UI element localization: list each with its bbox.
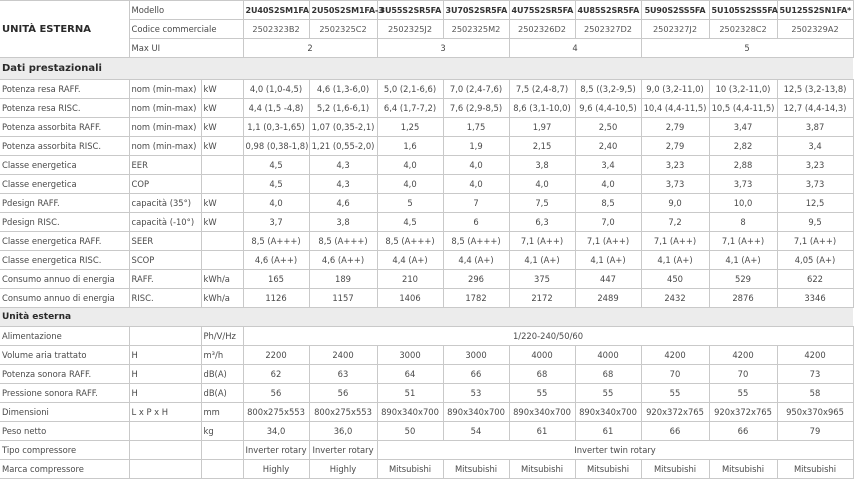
row-sub xyxy=(129,422,201,441)
row-label: Consumo annuo di energia xyxy=(0,289,129,308)
cell-value: 56 xyxy=(243,384,309,403)
cell-value: 4000 xyxy=(575,346,641,365)
compressor-brand: Mitsubishi xyxy=(575,460,641,479)
cell-value: 4200 xyxy=(641,346,709,365)
maxui-value: 5 xyxy=(641,39,853,58)
row-unit xyxy=(201,441,243,460)
commercial-code: 2502325C2 xyxy=(309,20,377,39)
cell-value: 50 xyxy=(377,422,443,441)
commercial-code: 2502329A2 xyxy=(777,20,853,39)
compressor-brand: Mitsubishi xyxy=(443,460,509,479)
cell-value: 68 xyxy=(575,365,641,384)
compressor-brand: Mitsubishi xyxy=(641,460,709,479)
cell-value: 3346 xyxy=(777,289,853,308)
cell-value: 8,6 (3,1-10,0) xyxy=(509,99,575,118)
cell-value: 55 xyxy=(575,384,641,403)
cell-value: 210 xyxy=(377,270,443,289)
cell-value: 58 xyxy=(777,384,853,403)
section-title-unit: Unità esterna xyxy=(0,308,853,327)
compressor-brand: Highly xyxy=(309,460,377,479)
row-label: Potenza resa RAFF. xyxy=(0,80,129,99)
model-name: 3U55S2SR5FA xyxy=(377,1,443,20)
row-label: Classe energetica xyxy=(0,175,129,194)
cell-value: 63 xyxy=(309,365,377,384)
cell-value: 950x370x965 xyxy=(777,403,853,422)
cell-value: 7,1 (A++) xyxy=(641,232,709,251)
row-unit: mm xyxy=(201,403,243,422)
row-sub: nom (min-max) xyxy=(129,118,201,137)
row-unit: kg xyxy=(201,422,243,441)
row-unit: kW xyxy=(201,99,243,118)
cell-value: 5 xyxy=(377,194,443,213)
cell-value: 70 xyxy=(709,365,777,384)
cell-value: 4000 xyxy=(509,346,575,365)
cell-value: 622 xyxy=(777,270,853,289)
row-label: Alimentazione xyxy=(0,327,129,346)
row-unit xyxy=(201,251,243,270)
table-row xyxy=(0,422,853,441)
row-sub: capacità (35°) xyxy=(129,194,201,213)
row-sub: L x P x H xyxy=(129,403,201,422)
cell-value: 920x372x765 xyxy=(709,403,777,422)
cell-value: 7,6 (2,9-8,5) xyxy=(443,99,509,118)
cell-value: 7,5 xyxy=(509,194,575,213)
cell-value: 3,4 xyxy=(777,137,853,156)
table-row xyxy=(0,365,853,384)
cell-value: 4,3 xyxy=(309,156,377,175)
table-row xyxy=(0,346,853,365)
cell-value: 4,5 xyxy=(243,156,309,175)
row-unit: Ph/V/Hz xyxy=(201,327,243,346)
row-label: Tipo compressore xyxy=(0,441,129,460)
cell-value: 54 xyxy=(443,422,509,441)
row-sub: H xyxy=(129,365,201,384)
cell-value: 55 xyxy=(641,384,709,403)
table-row xyxy=(0,99,853,118)
cell-value: 4,0 xyxy=(509,175,575,194)
cell-value: 890x340x700 xyxy=(575,403,641,422)
table-row xyxy=(0,156,853,175)
cell-value: 4,0 xyxy=(443,156,509,175)
table-row-compressore xyxy=(0,441,853,460)
cell-value: 4,0 (1,0-4,5) xyxy=(243,80,309,99)
cell-value: 1,97 xyxy=(509,118,575,137)
cell-value: 4,3 xyxy=(309,175,377,194)
section-title-performance: Dati prestazionali xyxy=(0,58,853,80)
row-label: Consumo annuo di energia xyxy=(0,270,129,289)
model-name: 5U90S2SS5FA xyxy=(641,1,709,20)
cell-value: 4,0 xyxy=(575,175,641,194)
table-row xyxy=(0,289,853,308)
compressor-brand: Mitsubishi xyxy=(777,460,853,479)
cell-value: 2172 xyxy=(509,289,575,308)
modello-label: Modello xyxy=(129,1,243,20)
cell-value: 6,3 xyxy=(509,213,575,232)
row-label: Potenza resa RISC. xyxy=(0,99,129,118)
cell-value: 36,0 xyxy=(309,422,377,441)
row-unit xyxy=(201,460,243,479)
row-unit xyxy=(201,232,243,251)
row-label: Dimensioni xyxy=(0,403,129,422)
maxui-label: Max UI xyxy=(129,39,243,58)
commercial-code: 2502327D2 xyxy=(575,20,641,39)
cell-value: 1,07 (0,35-2,1) xyxy=(309,118,377,137)
cell-value: 4,0 xyxy=(377,156,443,175)
cell-value: 4,6 (A++) xyxy=(309,251,377,270)
compressor-brand: Mitsubishi xyxy=(377,460,443,479)
row-label: Classe energetica RAFF. xyxy=(0,232,129,251)
cell-value: 5,0 (2,1-6,6) xyxy=(377,80,443,99)
row-unit: kW xyxy=(201,118,243,137)
cell-value: 4,5 xyxy=(377,213,443,232)
row-unit: dB(A) xyxy=(201,384,243,403)
cell-value: 4,1 (A+) xyxy=(575,251,641,270)
cell-value: 8,5 (A+++) xyxy=(309,232,377,251)
cell-value: 4,6 (A++) xyxy=(243,251,309,270)
cell-value: 8,5 xyxy=(575,194,641,213)
row-sub: nom (min-max) xyxy=(129,99,201,118)
cell-value: 1,1 (0,3-1,65) xyxy=(243,118,309,137)
compressor-brand: Mitsubishi xyxy=(709,460,777,479)
row-unit: kW xyxy=(201,137,243,156)
codice-label: Codice commerciale xyxy=(129,20,243,39)
cell-value: 12,5 xyxy=(777,194,853,213)
cell-value: 4,0 xyxy=(243,194,309,213)
cell-value: 9,0 xyxy=(641,194,709,213)
model-name: 4U85S2SR5FA xyxy=(575,1,641,20)
cell-value: 61 xyxy=(509,422,575,441)
commercial-code: 2502327J2 xyxy=(641,20,709,39)
cell-value: 10,4 (4,4-11,5) xyxy=(641,99,709,118)
row-sub: capacità (-10°) xyxy=(129,213,201,232)
cell-value: 6 xyxy=(443,213,509,232)
cell-value: 9,6 (4,4-10,5) xyxy=(575,99,641,118)
cell-value: 2200 xyxy=(243,346,309,365)
row-sub xyxy=(129,327,201,346)
cell-value: 1,25 xyxy=(377,118,443,137)
compressor-type: Inverter twin rotary xyxy=(377,441,853,460)
cell-value: 4,4 (1,5 -4,8) xyxy=(243,99,309,118)
cell-value: 5,2 (1,6-6,1) xyxy=(309,99,377,118)
row-label: Classe energetica xyxy=(0,156,129,175)
table-row xyxy=(0,194,853,213)
row-sub: RAFF. xyxy=(129,270,201,289)
row-sub: EER xyxy=(129,156,201,175)
cell-value: 4,1 (A+) xyxy=(641,251,709,270)
compressor-brand: Mitsubishi xyxy=(509,460,575,479)
cell-value: 3,87 xyxy=(777,118,853,137)
cell-value: 62 xyxy=(243,365,309,384)
table-row xyxy=(0,384,853,403)
commercial-code: 2502328C2 xyxy=(709,20,777,39)
cell-value: 8,5 (A+++) xyxy=(243,232,309,251)
cell-value: 165 xyxy=(243,270,309,289)
cell-value: 4,4 (A+) xyxy=(377,251,443,270)
row-label: Volume aria trattato xyxy=(0,346,129,365)
cell-value: 12,7 (4,4-14,3) xyxy=(777,99,853,118)
row-unit: m³/h xyxy=(201,346,243,365)
cell-value: 1,6 xyxy=(377,137,443,156)
table-row xyxy=(0,137,853,156)
cell-value: 3,47 xyxy=(709,118,777,137)
cell-value: 4,6 xyxy=(309,194,377,213)
cell-value: 51 xyxy=(377,384,443,403)
unit-title: UNITÀ ESTERNA xyxy=(0,1,129,58)
cell-value: 4200 xyxy=(709,346,777,365)
row-label: Potenza assorbita RAFF. xyxy=(0,118,129,137)
cell-value: 7,1 (A++) xyxy=(509,232,575,251)
table-row xyxy=(0,251,853,270)
cell-value: 2489 xyxy=(575,289,641,308)
model-name: 2U40S2SM1FA xyxy=(243,1,309,20)
cell-value: 7,0 xyxy=(575,213,641,232)
cell-value: 66 xyxy=(443,365,509,384)
marca-rows xyxy=(0,460,853,479)
cell-value: 2,15 xyxy=(509,137,575,156)
cell-value: 296 xyxy=(443,270,509,289)
cell-value: 450 xyxy=(641,270,709,289)
cell-value: 375 xyxy=(509,270,575,289)
table-row xyxy=(0,118,853,137)
row-sub: H xyxy=(129,346,201,365)
cell-value: 2432 xyxy=(641,289,709,308)
model-name: 2U50S2SM1FA-3 xyxy=(309,1,377,20)
cell-value: 1,75 xyxy=(443,118,509,137)
cell-value: 2400 xyxy=(309,346,377,365)
cell-value: 1157 xyxy=(309,289,377,308)
cell-value: 66 xyxy=(641,422,709,441)
cell-value: 1,21 (0,55-2,0) xyxy=(309,137,377,156)
cell-value: 10,5 (4,4-11,5) xyxy=(709,99,777,118)
cell-value: 7,5 (2,4-8,7) xyxy=(509,80,575,99)
cell-value: 529 xyxy=(709,270,777,289)
cell-value: 8,5 ((3,2-9,5) xyxy=(575,80,641,99)
row-unit xyxy=(201,156,243,175)
cell-value: 890x340x700 xyxy=(509,403,575,422)
cell-value: 7,2 xyxy=(641,213,709,232)
cell-value: 55 xyxy=(709,384,777,403)
cell-value: 890x340x700 xyxy=(377,403,443,422)
cell-value: 4200 xyxy=(777,346,853,365)
row-sub: RISC. xyxy=(129,289,201,308)
unit-rows xyxy=(0,346,853,441)
cell-value: 3000 xyxy=(443,346,509,365)
row-unit: dB(A) xyxy=(201,365,243,384)
row-unit: kW xyxy=(201,80,243,99)
cell-value: 7,1 (A++) xyxy=(777,232,853,251)
cell-value: 7,1 (A++) xyxy=(709,232,777,251)
table-row-marca xyxy=(0,460,853,479)
cell-value: 3,23 xyxy=(641,156,709,175)
cell-value: 3000 xyxy=(377,346,443,365)
row-label: Peso netto xyxy=(0,422,129,441)
cell-value: 3,73 xyxy=(641,175,709,194)
cell-value: 800x275x553 xyxy=(309,403,377,422)
cell-value: 4,05 (A+) xyxy=(777,251,853,270)
row-sub: COP xyxy=(129,175,201,194)
cell-value: 7,0 (2,4-7,6) xyxy=(443,80,509,99)
unit-section xyxy=(0,308,853,346)
cell-value: 61 xyxy=(575,422,641,441)
compressor-type: Inverter rotary xyxy=(309,441,377,460)
cell-value: 2,82 xyxy=(709,137,777,156)
header-row-model xyxy=(0,1,853,20)
table-row xyxy=(0,175,853,194)
cell-value: 3,8 xyxy=(509,156,575,175)
section-unit xyxy=(0,308,853,327)
cell-value: 55 xyxy=(509,384,575,403)
compressor-brand: Highly xyxy=(243,460,309,479)
cell-value: 1,9 xyxy=(443,137,509,156)
commercial-code: 2502326D2 xyxy=(509,20,575,39)
cell-value: 2,40 xyxy=(575,137,641,156)
cell-value: 10 (3,2-11,0) xyxy=(709,80,777,99)
cell-value: 4,1 (A+) xyxy=(509,251,575,270)
cell-value: 7 xyxy=(443,194,509,213)
cell-value: 53 xyxy=(443,384,509,403)
table-row xyxy=(0,80,853,99)
row-sub xyxy=(129,441,201,460)
cell-value: 189 xyxy=(309,270,377,289)
model-name: 5U125S2SN1FA* xyxy=(777,1,853,20)
cell-value: 3,23 xyxy=(777,156,853,175)
cell-value: 4,1 (A+) xyxy=(709,251,777,270)
cell-value: 1782 xyxy=(443,289,509,308)
cell-value: 2,50 xyxy=(575,118,641,137)
row-unit: kWh/a xyxy=(201,289,243,308)
commercial-code: 2502325J2 xyxy=(377,20,443,39)
cell-value: 890x340x700 xyxy=(443,403,509,422)
cell-value: 68 xyxy=(509,365,575,384)
cell-value: 6,4 (1,7-7,2) xyxy=(377,99,443,118)
cell-value: 4,0 xyxy=(377,175,443,194)
cell-value: 9,0 (3,2-11,0) xyxy=(641,80,709,99)
alimentazione-value: 1/220-240/50/60 xyxy=(243,327,853,346)
cell-value: 2,88 xyxy=(709,156,777,175)
cell-value: 920x372x765 xyxy=(641,403,709,422)
cell-value: 1126 xyxy=(243,289,309,308)
cell-value: 9,5 xyxy=(777,213,853,232)
model-name: 3U70S2SR5FA xyxy=(443,1,509,20)
cell-value: 4,0 xyxy=(443,175,509,194)
cell-value: 12,5 (3,2-13,8) xyxy=(777,80,853,99)
row-label: Pressione sonora RAFF. xyxy=(0,384,129,403)
cell-value: 10,0 xyxy=(709,194,777,213)
table-row-alimentazione xyxy=(0,327,853,346)
table-row xyxy=(0,232,853,251)
cell-value: 79 xyxy=(777,422,853,441)
cell-value: 0,98 (0,38-1,8) xyxy=(243,137,309,156)
cell-value: 7,1 (A++) xyxy=(575,232,641,251)
cell-value: 8,5 (A+++) xyxy=(443,232,509,251)
row-sub xyxy=(129,460,201,479)
cell-value: 800x275x553 xyxy=(243,403,309,422)
cell-value: 4,6 (1,3-6,0) xyxy=(309,80,377,99)
cell-value: 4,4 (A+) xyxy=(443,251,509,270)
row-label: Pdesign RISC. xyxy=(0,213,129,232)
cell-value: 3,4 xyxy=(575,156,641,175)
row-label: Classe energetica RISC. xyxy=(0,251,129,270)
cell-value: 3,73 xyxy=(777,175,853,194)
model-name: 5U105S2SS5FA xyxy=(709,1,777,20)
cell-value: 2,79 xyxy=(641,137,709,156)
row-label: Marca compressore xyxy=(0,460,129,479)
row-label: Potenza sonora RAFF. xyxy=(0,365,129,384)
cell-value: 3,73 xyxy=(709,175,777,194)
compressor-type: Inverter rotary xyxy=(243,441,309,460)
row-sub: nom (min-max) xyxy=(129,137,201,156)
cell-value: 8 xyxy=(709,213,777,232)
cell-value: 73 xyxy=(777,365,853,384)
table-row xyxy=(0,403,853,422)
cell-value: 70 xyxy=(641,365,709,384)
row-unit: kW xyxy=(201,194,243,213)
row-sub: H xyxy=(129,384,201,403)
table-row xyxy=(0,270,853,289)
row-label: Potenza assorbita RISC. xyxy=(0,137,129,156)
compressor-section xyxy=(0,441,853,460)
row-sub: nom (min-max) xyxy=(129,80,201,99)
row-label: Pdesign RAFF. xyxy=(0,194,129,213)
cell-value: 4,5 xyxy=(243,175,309,194)
row-unit: kWh/a xyxy=(201,270,243,289)
row-sub: SEER xyxy=(129,232,201,251)
table-row xyxy=(0,213,853,232)
model-name: 4U75S2SR5FA xyxy=(509,1,575,20)
maxui-value: 3 xyxy=(377,39,509,58)
row-unit: kW xyxy=(201,213,243,232)
section-performance xyxy=(0,58,853,80)
row-unit xyxy=(201,175,243,194)
cell-value: 8,5 (A+++) xyxy=(377,232,443,251)
cell-value: 66 xyxy=(709,422,777,441)
cell-value: 3,7 xyxy=(243,213,309,232)
cell-value: 1406 xyxy=(377,289,443,308)
row-sub: SCOP xyxy=(129,251,201,270)
cell-value: 2,79 xyxy=(641,118,709,137)
cell-value: 2876 xyxy=(709,289,777,308)
cell-value: 34,0 xyxy=(243,422,309,441)
performance-rows xyxy=(0,80,853,308)
maxui-value: 4 xyxy=(509,39,641,58)
cell-value: 447 xyxy=(575,270,641,289)
commercial-code: 2502323B2 xyxy=(243,20,309,39)
maxui-value: 2 xyxy=(243,39,377,58)
cell-value: 56 xyxy=(309,384,377,403)
commercial-code: 2502325M2 xyxy=(443,20,509,39)
cell-value: 3,8 xyxy=(309,213,377,232)
cell-value: 64 xyxy=(377,365,443,384)
